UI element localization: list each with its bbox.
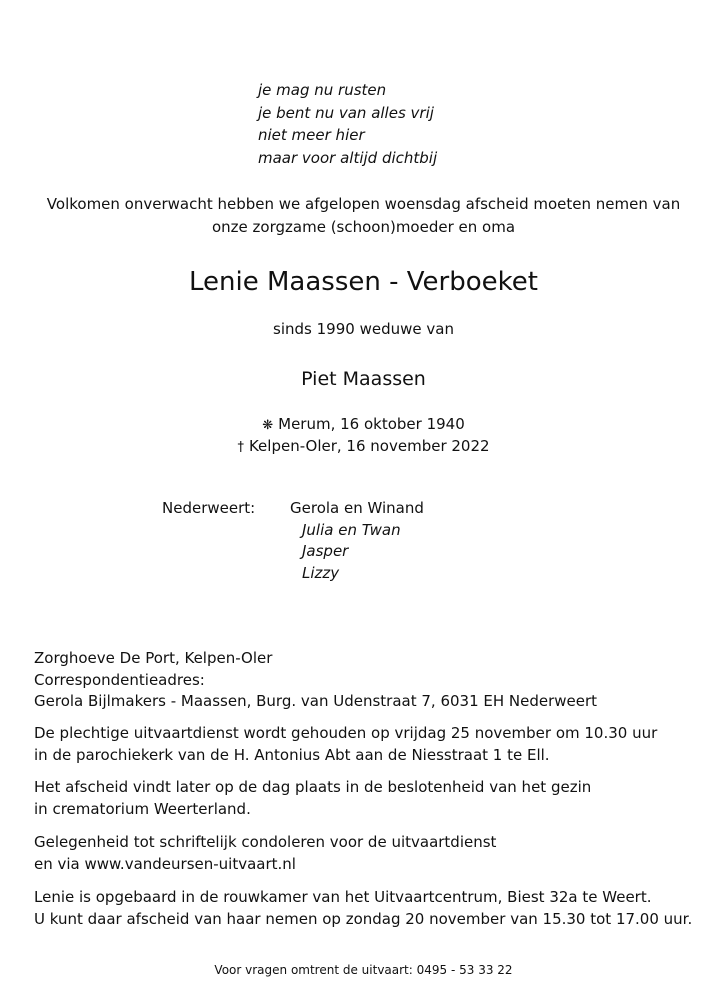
intro-line: onze zorgzame (schoon)moeder en oma [211,217,516,236]
birth-icon: ❋ [262,418,274,433]
footer-contact: Voor vragen omtrent de uitvaart: 0495 - 53 33 22 [214,963,513,977]
family-main: Gerola en Winand [290,499,424,517]
grandchild: Julia en Twan [302,520,401,539]
condolence-line: en via www.vandeursen-uitvaart.nl [34,854,296,873]
widow-line: sinds 1990 weduwe van [273,320,454,338]
death-text: Kelpen-Oler, 16 november 2022 [248,437,490,455]
birth-line [0,414,727,436]
condolence-line: Gelegenheid tot schriftelijk condoleren voor de uitvaartdienst [34,833,497,851]
farewell-line: Het afscheid vindt later op de dag plaats in de beslotenheid van het gezin [34,778,592,796]
birth-text: Merum, 16 oktober 1940 [278,415,465,433]
poem-line: je mag nu rusten [258,81,387,99]
poem-line: niet meer hier [258,126,365,144]
address-line: Zorghoeve De Port, Kelpen-Oler [34,649,273,667]
grandchild: Lizzy [302,563,340,582]
deceased-name: Lenie Maassen - Verboeket [189,267,538,297]
viewing-line: U kunt daar afscheid van haar nemen op zondag 20 november van 15.30 tot 17.00 uur. [34,909,693,928]
farewell-block [34,777,591,820]
poem [258,79,437,169]
address-block [34,648,597,713]
service-block [34,723,657,766]
grandchild: Jasper [302,542,349,560]
service-line: De plechtige uitvaartdienst wordt gehouden op vrijdag 25 november om 10.30 uur [34,724,658,742]
family-place: Nederweert: [162,499,256,517]
life-dates [0,414,727,458]
viewing-line: Lenie is opgebaard in de rouwkamer van het Uitvaartcentrum, Biest 32a te Weert. [34,888,652,906]
address-line: Correspondentieadres: [34,670,205,689]
death-line [0,436,727,458]
farewell-line: in crematorium Weerterland. [34,799,251,818]
spouse-name: Piet Maassen [301,368,426,390]
address-line: Gerola Bijlmakers - Maassen, Burg. van Udenstraat 7, 6031 EH Nederweert [34,692,598,710]
poem-line: je bent nu van alles vrij [258,103,434,122]
grandchildren [302,520,401,585]
intro-line: Volkomen onverwacht hebben we afgelopen woensdag afscheid moeten nemen van [46,195,681,213]
cross-icon: † [237,440,244,455]
condolence-block [34,832,496,875]
viewing-block [34,887,692,930]
poem-line: maar voor altijd dichtbij [258,148,438,167]
service-line: in de parochiekerk van de H. Antonius Abt aan de Niesstraat 1 te Ell. [34,745,550,764]
intro-text [0,193,727,238]
